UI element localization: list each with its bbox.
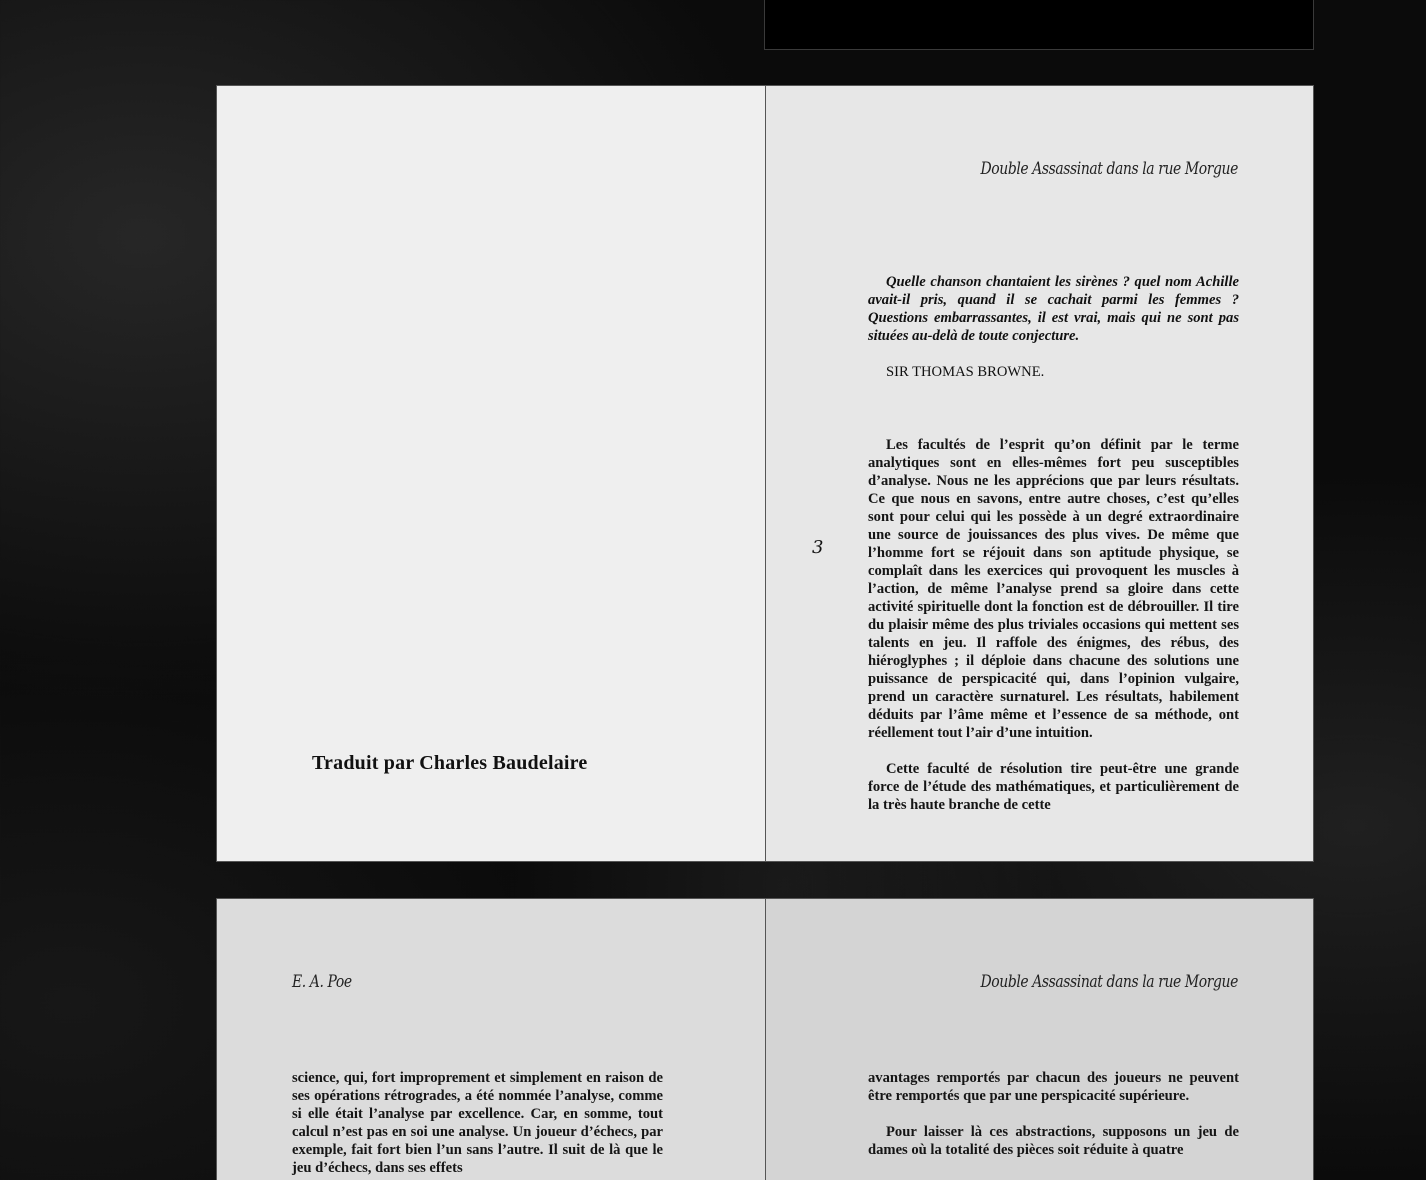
- running-head: Double Assassinat dans la rue Morgue: [980, 972, 1238, 992]
- paragraph: Les facultés de l’esprit qu’on définit par le terme analytiques sont en elles-mêmes fort peu susceptibles d’analyse. Nous ne les apprécions que par leurs résultats. Ce que nous en savons, entre autre choses, c’est qu’elles sont pour celui qui les possède à un degré extraordinaire une source de jouissances des plus vives. De même que l’homme fort se réjouit dans son aptitude physique, se complaît dans les exercices qui provoquent les muscles à l’action, de même l’analyse prend sa gloire dans cette activité spirituelle dont la fonction est de débrouiller. Il tire du plaisir même des plus triviales occasions qui mettent ses talents en jeu. Il raffole des énigmes, des rébus, des hiéroglyphes ; il déploie dans chacune des solutions une puissance de perspicacité qui, dans l’opinion vulgaire, prend un caractère surnaturel. Les résultats, habilement déduits par l’âme même et l’essence de sa méthode, ont réellement tout l’air d’une intuition.: [868, 437, 1239, 741]
- previous-page-black: [764, 0, 1314, 50]
- page-right-5: [765, 899, 1313, 1180]
- running-head-author: E. A. Poe: [292, 972, 352, 992]
- book-spread-2: [216, 898, 1314, 1180]
- body-text: [868, 1069, 1239, 1159]
- paragraph: Cette faculté de résolution tire peut-être une grande force de l’étude des mathématiques, et particulièrement de la très haute branche de cette: [868, 761, 1239, 813]
- book-spread-1: [216, 85, 1314, 862]
- body-text: [292, 1069, 663, 1177]
- page-right-3: [765, 86, 1313, 861]
- paragraph: science, qui, fort improprement et simplement en raison de ses opérations rétrogrades, a été nommée l’analyse, comme si elle était l’analyse par excellence. Car, en somme, tout calcul n’est pas en soi une analyse. Un joueur d’échecs, par exemple, fait fort bien l’un sans l’autre. Il suit de là que le jeu d’échecs, dans ses effets: [292, 1070, 663, 1176]
- running-head: Double Assassinat dans la rue Morgue: [980, 159, 1238, 179]
- paragraph: avantages remportés par chacun des joueurs ne peuvent être remportés que par une perspicacité supérieure.: [868, 1070, 1239, 1104]
- epigraph: Quelle chanson chantaient les sirènes ? quel nom Achille avait-il pris, quand il se cachait parmi les femmes ? Questions embarrassantes, il est vrai, mais qui ne sont pas situées au-delà de toute conjecture.: [868, 274, 1239, 344]
- body-text: [868, 436, 1239, 814]
- page-left-4: [217, 899, 765, 1180]
- page-number: 3: [812, 537, 824, 558]
- translator-credit: Traduit par Charles Baudelaire: [312, 752, 588, 774]
- epigraph-author: SIR THOMAS BROWNE.: [886, 364, 1045, 380]
- paragraph: Pour laisser là ces abstractions, supposons un jeu de dames où la totalité des pièces soit réduite à quatre: [868, 1124, 1239, 1158]
- page-left-title: [217, 86, 765, 861]
